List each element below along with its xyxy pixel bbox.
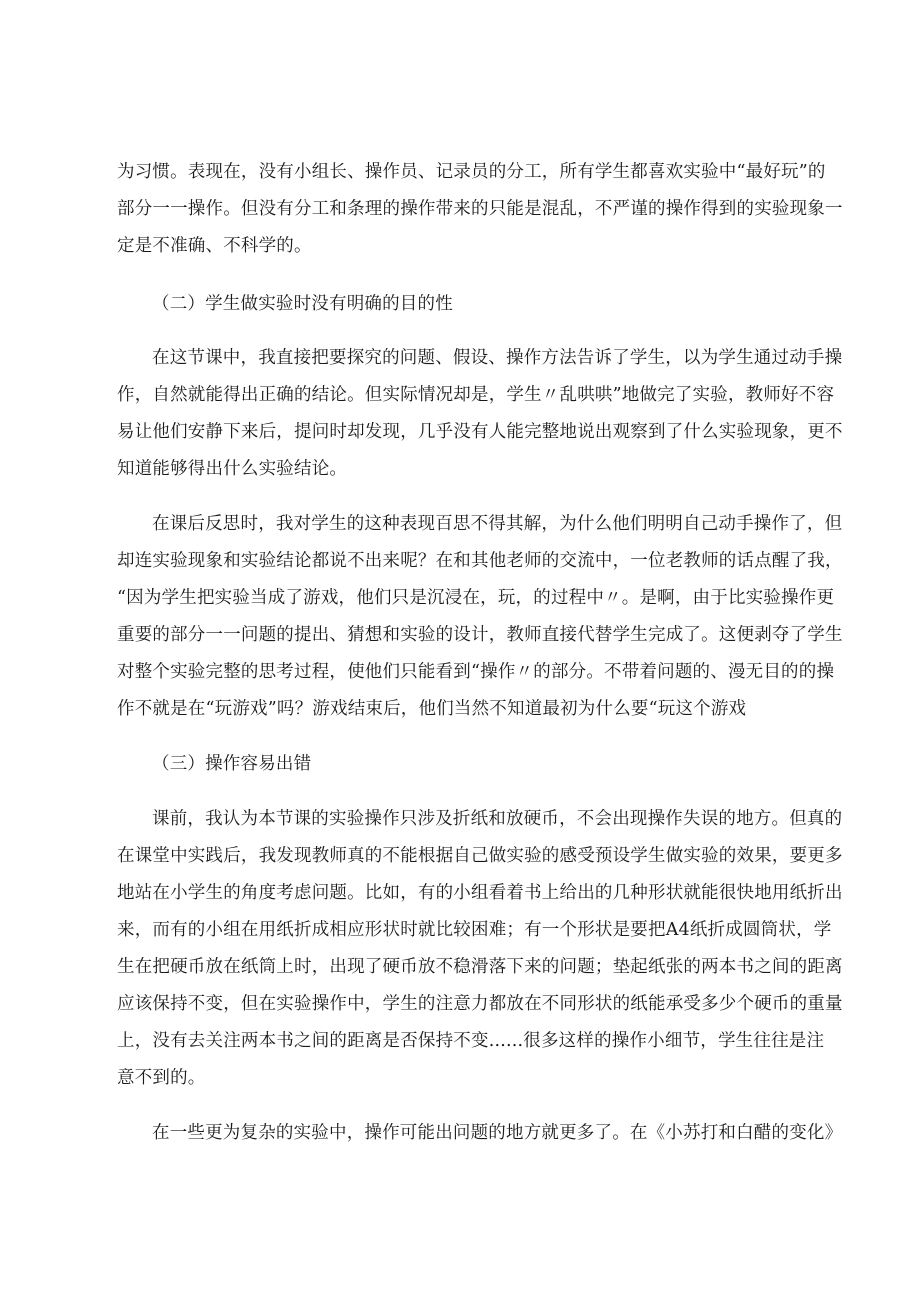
paragraph-line: 来，而有的小组在用纸折成相应形状时就比较困难；有一个形状是要把A4纸折成圆筒状，学	[117, 920, 832, 940]
paragraph-line: 地站在小学生的角度考虑问题。比如，有的小组看着书上给出的几种形状就能很快地用纸折出	[117, 883, 843, 903]
paragraph-line: 作，自然就能得出正确的结论。但实际情况却是，学生〃乱哄哄”地做完了实验，教师好不容	[117, 385, 835, 405]
paragraph-line: 部分一一操作。但没有分工和条理的操作带来的只能是混乱，不严谨的操作得到的实验现象一	[117, 199, 843, 219]
paragraph-line: 知道能够得出什么实验结论。	[117, 459, 348, 479]
section-heading: （三）操作容易出错	[152, 754, 312, 774]
paragraph-line: 在这节课中，我直接把要探究的问题、假设、操作方法告诉了学生，以为学生通过动手操	[152, 348, 843, 368]
paragraph-line: 生在把硬币放在纸筒上时，出现了硬币放不稳滑落下来的问题；垫起纸张的两本书之间的距离	[117, 957, 843, 977]
paragraph-line: 应该保持不变，但在实验操作中，学生的注意力都放在不同形状的纸能承受多少个硬币的重量	[117, 994, 843, 1014]
paragraph-line: 作不就是在“玩游戏”吗？游戏结束后，他们当然不知道最初为什么要“玩这个游戏	[117, 699, 747, 719]
paragraph-line: 易让他们安静下来后，提问时却发现，几乎没有人能完整地说出观察到了什么实验现象，更不	[117, 422, 843, 442]
paragraph-line: 在课后反思时，我对学生的这种表现百思不得其解，为什么他们明明自己动手操作了，但	[152, 514, 843, 534]
section-heading: （二）学生做实验时没有明确的目的性	[152, 294, 453, 314]
paragraph-line: 意不到的。	[117, 1068, 206, 1088]
paragraph-line: 在一些更为复杂的实验中，操作可能出问题的地方就更多了。在《小苏打和白醋的变化》	[152, 1123, 843, 1143]
paragraph-line: 在课堂中实践后，我发现教师真的不能根据自己做实验的感受预设学生做实验的效果，要更多	[117, 846, 843, 866]
paragraph-line: 课前，我认为本节课的实验操作只涉及折纸和放硬币，不会出现操作失误的地方。但真的	[152, 809, 843, 829]
paragraph-line: 为习惯。表现在，没有小组长、操作员、记录员的分工，所有学生都喜欢实验中“最好玩”的	[117, 162, 826, 182]
paragraph-line: 定是不准确、不科学的。	[117, 236, 312, 256]
paragraph-line: 对整个实验完整的思考过程，使他们只能看到“操作〃的部分。不带着问题的、漫无目的的操	[117, 662, 835, 682]
paragraph-line: “因为学生把实验当成了游戏，他们只是沉浸在，玩，的过程中〃。是啊，由于比实验操作更	[117, 588, 835, 608]
paragraph-line: 重要的部分一一问题的提出、猜想和实验的设计，教师直接代替学生完成了。这便剥夺了学生	[117, 625, 843, 645]
paragraph-line: 上，没有去关注两本书之间的距离是否保持不变......很多这样的操作小细节，学生往往是注	[117, 1031, 825, 1051]
paragraph-line: 却连实验现象和实验结论都说不出来呢？在和其他老师的交流中，一位老教师的话点醒了我，	[117, 551, 843, 571]
